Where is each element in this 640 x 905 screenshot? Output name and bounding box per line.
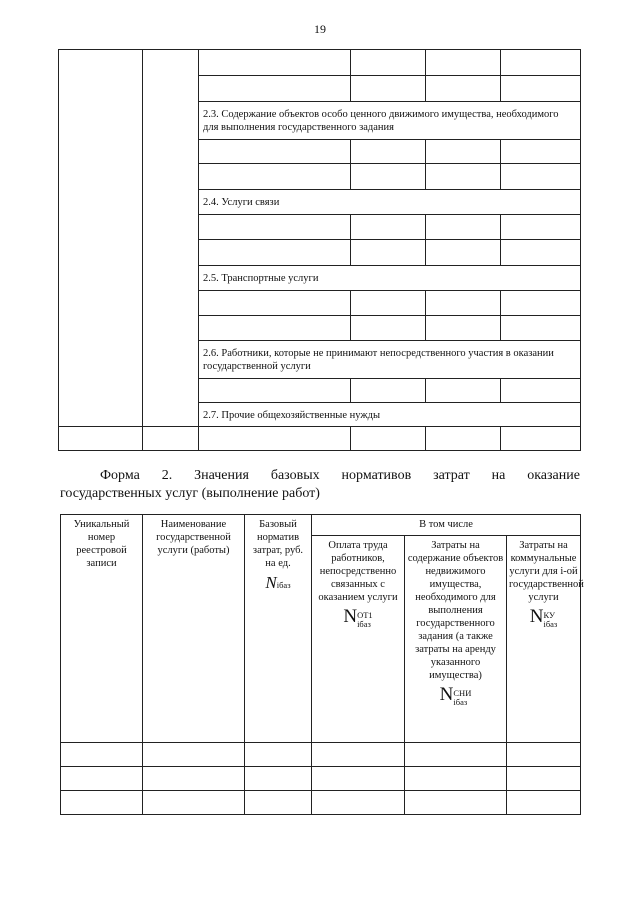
caption-word: 2. — [161, 468, 173, 483]
formula-superscript: КУ — [543, 609, 555, 620]
caption-word: оказание — [527, 468, 580, 483]
formula-superscript: СНИ — [453, 687, 472, 698]
form-2-caption — [60, 467, 580, 503]
formula-symbol: N — [439, 684, 454, 705]
section-heading: 2.6. Работники, которые не принимают непосредственного участия в оказании государственной услуги — [199, 341, 581, 379]
table-row — [61, 743, 581, 767]
caption-word: Форма — [100, 468, 140, 483]
costs-table-continuation — [58, 49, 581, 451]
page-number: 19 — [314, 22, 326, 36]
caption-word: Значения — [194, 468, 249, 483]
formula-symbol: N — [265, 573, 277, 592]
formula-subscript: iбаз — [453, 696, 468, 707]
formula-superscript: ОТ1 — [357, 609, 373, 620]
table-row — [61, 791, 581, 815]
header-including: В том числе — [312, 515, 581, 536]
header-registry-number: Уникальный номер реестровой записи — [61, 515, 143, 743]
table-header-row — [61, 515, 581, 536]
formula-subscript: iбаз — [543, 618, 558, 629]
header-base-norm: Базовый норматив затрат, руб. на ед. Niбаз — [245, 515, 312, 743]
section-heading: 2.5. Транспортные услуги — [199, 266, 581, 291]
caption-word: затрат — [433, 468, 470, 483]
table-row — [59, 50, 581, 76]
formula-subscript: iбаз — [276, 580, 291, 590]
caption-line-1 — [60, 467, 580, 485]
formula-symbol: N — [343, 606, 358, 627]
base-cost-norms-table — [60, 514, 584, 815]
formula-subscript: iбаз — [357, 618, 371, 629]
header-utility-costs: Затраты на коммунальные услуги для i-ой государственной услуги NКУ iбаз — [507, 536, 581, 743]
section-heading: 2.7. Прочие общехозяйственные нужды — [199, 403, 581, 427]
caption-word: нормативов — [341, 468, 412, 483]
header-service-name: Наименование государственной услуги (работы) — [143, 515, 245, 743]
section-heading: 2.4. Услуги связи — [199, 190, 581, 215]
formula-symbol: N — [529, 606, 544, 627]
header-property-costs: Затраты на содержание объектов недвижимого имущества, необходимого для выполнения государственного задания (а также затраты на аренду указанного имущества) NСНИ iбаз — [405, 536, 507, 743]
caption-line-2: государственных услуг (выполнение работ) — [60, 486, 320, 501]
table-row — [59, 427, 581, 451]
section-heading: 2.3. Содержание объектов особо ценного движимого имущества, необходимого для выполнения государственного задания — [199, 102, 581, 140]
table-cell — [59, 50, 143, 427]
caption-word: базовых — [270, 468, 320, 483]
caption-word: на — [491, 468, 506, 483]
table-cell — [143, 50, 199, 427]
table-row — [61, 767, 581, 791]
header-labor-costs: Оплата труда работников, непосредственно связанных с оказанием услуги NОТ1 iбаз — [312, 536, 405, 743]
